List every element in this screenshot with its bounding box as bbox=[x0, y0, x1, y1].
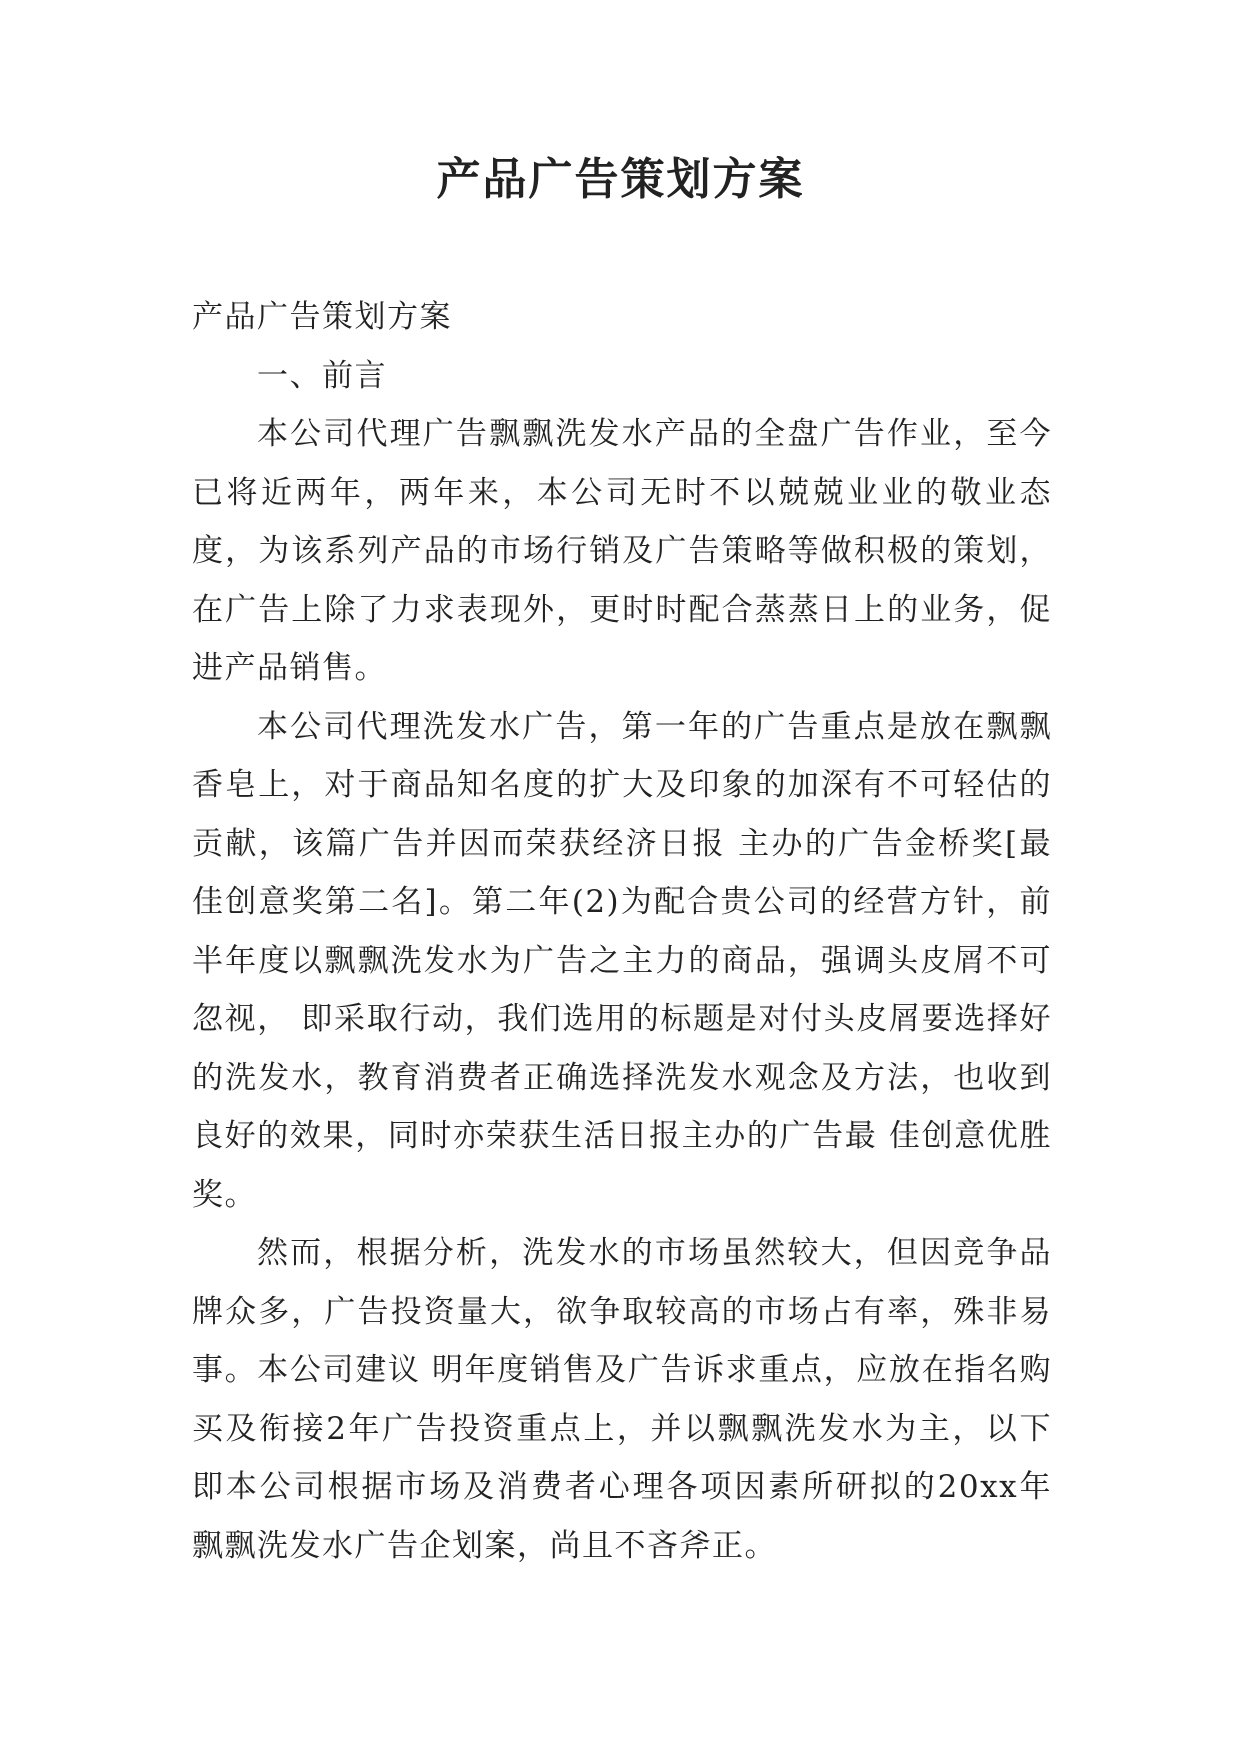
document-title: 产品广告策划方案 bbox=[436, 154, 805, 205]
document-subtitle: 产品广告策划方案 bbox=[192, 299, 452, 335]
paragraph-1: 本公司代理广告飘飘洗发水产品的全盘广告作业，至今已将近两年，两年来，本公司无时不以兢兢业业的敬业态度，为该系列产品的市场行销及广告策略等做积极的策划，在广告上除了力求表现外，更时时配合蒸蒸日上的业务，促进产品销售。 bbox=[192, 416, 1052, 686]
paragraph-3: 然而，根据分析，洗发水的市场虽然较大，但因竞争品牌众多，广告投资量大，欲争取较高的市场占有率，殊非易事。本公司建议 明年度销售及广告诉求重点，应放在指名购买及衔接2年广告投资重点上，并以飘飘洗发水为主，以下即本公司根据市场及消费者心理各项因素所研拟的20xx年飘飘洗发水广告企划案，尚且不吝斧正。 bbox=[192, 1235, 1052, 1564]
paragraph-2: 本公司代理洗发水广告，第一年的广告重点是放在飘飘香皂上，对于商品知名度的扩大及印象的加深有不可轻估的贡献，该篇广告并因而荣获经济日报 主办的广告金桥奖[最佳创意奖第二名]。第二年(2)为配合贵公司的经营方针，前半年度以飘飘洗发水为广告之主力的商品，强调头皮屑不可忽视， 即采取行动，我们选用的标题是对付头皮屑要选择好的洗发水，教育消费者正确选择洗发水观念及方法，也收到良好的效果，同时亦荣获生活日报主办的广告最 佳创意优胜奖。 bbox=[192, 708, 1052, 1213]
section-heading: 一、前言 bbox=[257, 357, 387, 394]
document-body bbox=[192, 288, 1052, 1575]
